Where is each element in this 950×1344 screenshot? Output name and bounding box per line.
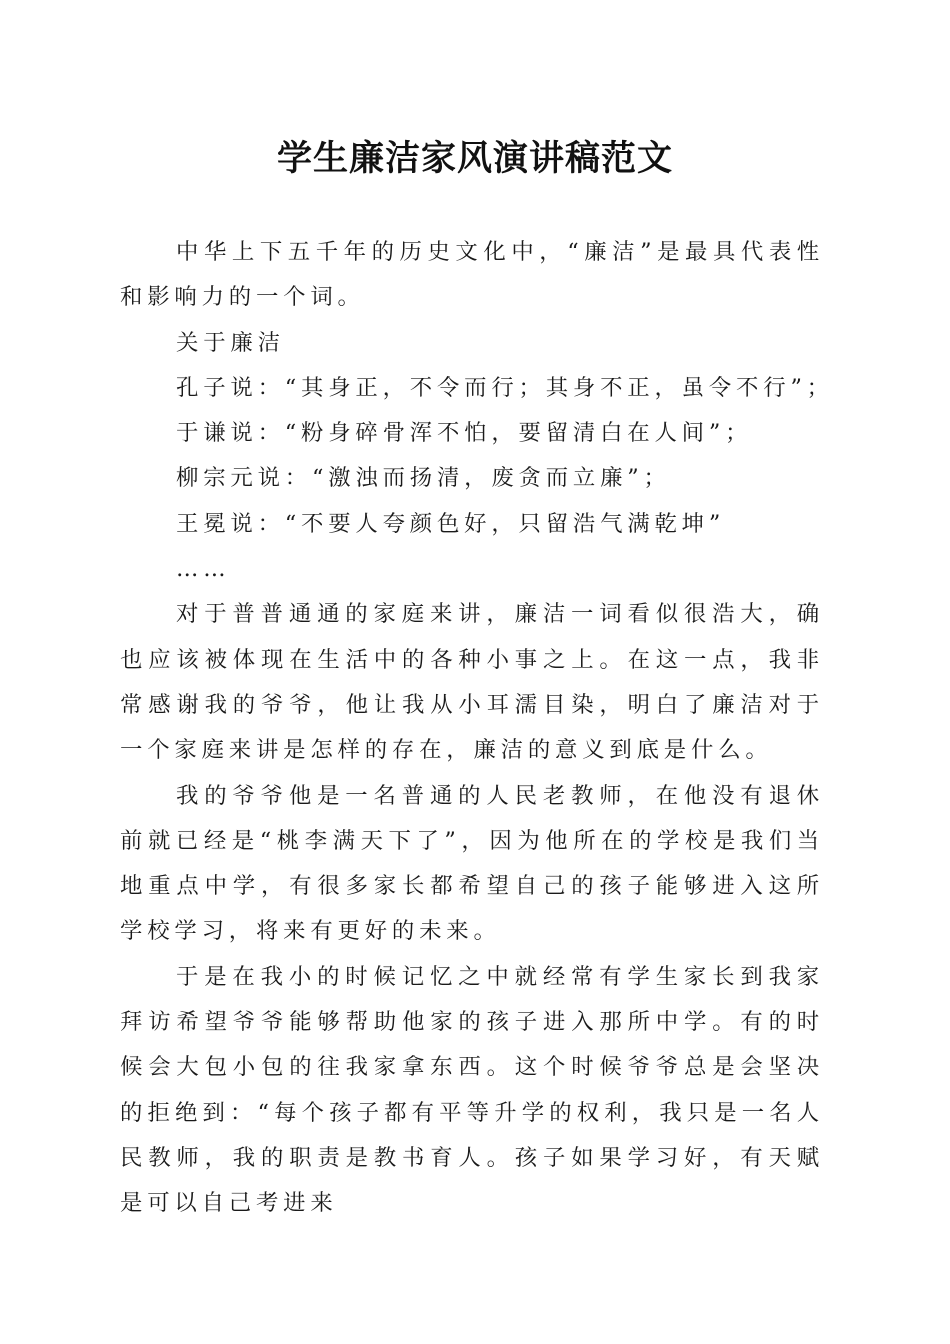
paragraph-grandfather: 我的爷爷他是一名普通的人民老教师，在他没有退休前就已经是“桃李满天下了”，因为他所在的学校是我们当地重点中学，有很多家长都希望自己的孩子能够进入这所学校学习，将来有更好的未来。	[120, 782, 824, 945]
quote-wang-mian: 王冕说：“不要人夸颜色好，只留浩气满乾坤”	[176, 510, 726, 537]
quote-liu-zongyuan: 柳宗元说：“激浊而扬清，废贪而立廉”；	[176, 465, 671, 492]
paragraph-intro: 中华上下五千年的历史文化中，“廉洁”是最具代表性和影响力的一个词。	[120, 239, 824, 311]
document-title: 学生廉洁家风演讲稿范文	[276, 139, 673, 179]
paragraph-family: 对于普普通通的家庭来讲，廉洁一词看似很浩大，确也应该被体现在生活中的各种小事之上。在这一点，我非常感谢我的爷爷，他让我从小耳濡目染，明白了廉洁对于一个家庭来讲是怎样的存在，廉洁的意义到底是什么。	[120, 601, 824, 764]
document-body	[120, 230, 834, 1227]
paragraph-heading: 关于廉洁	[176, 329, 285, 356]
paragraph-memory: 于是在我小的时候记忆之中就经常有学生家长到我家拜访希望爷爷能够帮助他家的孩子进入那所中学。有的时候会大包小包的往我家拿东西。这个时候爷爷总是会坚决的拒绝到：“每个孩子都有平等升学的权利，我只是一名人民教师，我的职责是教书育人。孩子如果学习好，有天赋是可以自己考进来	[120, 963, 824, 1217]
quote-yu-qian: 于谦说：“粉身碎骨浑不怕，要留清白在人间”；	[176, 420, 753, 447]
ellipsis-line: ……	[176, 556, 231, 583]
quote-confucius: 孔子说：“其身正，不令而行；其身不正，虽令不行”；	[176, 374, 834, 401]
